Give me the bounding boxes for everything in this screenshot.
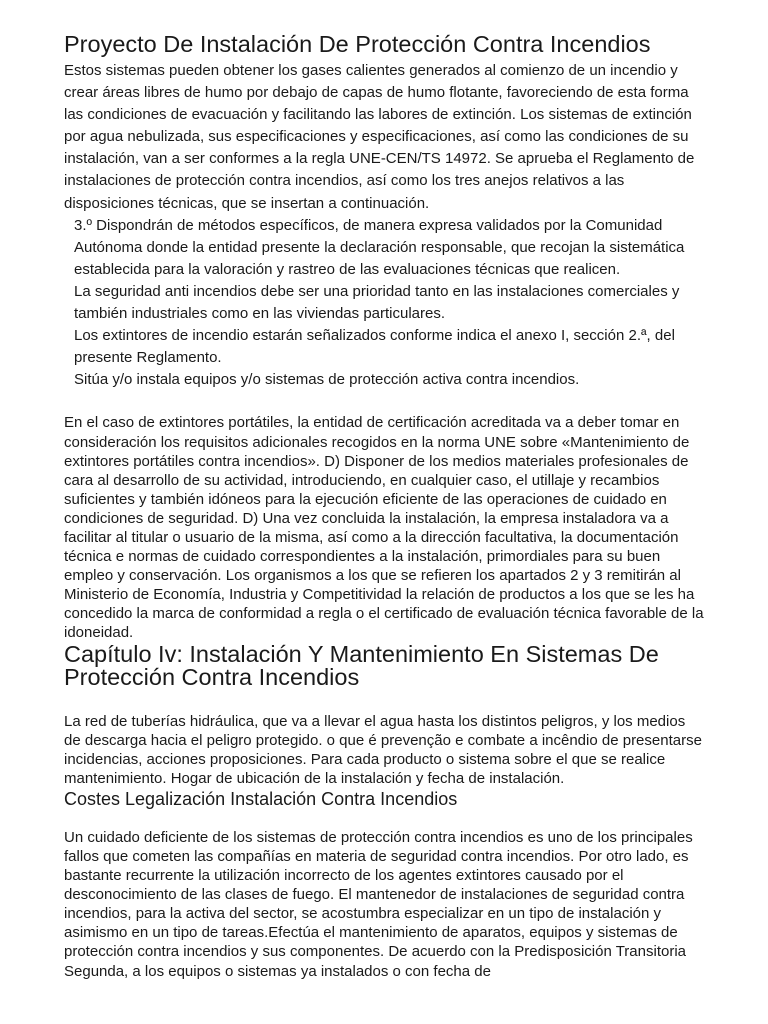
intro-paragraph: Estos sistemas pueden obtener los gases calientes generados al comienzo de un incendio y crear áreas libres de humo por debajo de capas de humo flotante, favoreciendo de esta forma las condiciones de evacuación y facilitando las labores de extinción. Los sistemas de extinción por agua nebulizada, sus especificaciones y especificaciones, así como las condiciones de su instalación, van a ser conformes a la regla UNE-CEN/TS 14972. Se aprueba el Reglamento de instalaciones de protección contra incendios, así como los tres anejos relativos a las disposiciones técnicas, que se insertan a continuación. bbox=[64, 62, 695, 212]
list-item: Los extintores de incendio estarán señalizados conforme indica el anexo I, sección 2.ª, del presente Reglamento. bbox=[74, 327, 675, 367]
document-page bbox=[64, 30, 706, 981]
list-item: 3.º Dispondrán de métodos específicos, de manera expresa validados por la Comunidad Autónoma donde la entidad presente la declaración responsable, que recojan la sistemática establecida para la valoración y rastreo de las evaluaciones técnicas que realicen. bbox=[74, 216, 685, 278]
spacer bbox=[64, 689, 706, 712]
section-heading: Capítulo Iv: Instalación Y Mantenimiento En Sistemas De Protección Contra Incendios bbox=[64, 640, 659, 690]
spacer bbox=[64, 810, 706, 828]
list-item: Sitúa y/o instala equipos y/o sistemas de protección activa contra incendios. bbox=[74, 371, 580, 389]
list-item: La seguridad anti incendios debe ser una prioridad tanto en las instalaciones comerciales y también industriales como en las viviendas particulares. bbox=[74, 282, 680, 323]
subsection-heading: Costes Legalización Instalación Contra Incendios bbox=[64, 788, 458, 809]
page-title: Proyecto De Instalación De Protección Contra Incendios bbox=[64, 31, 651, 57]
body-paragraph: En el caso de extintores portátiles, la entidad de certificación acreditada va a deber tomar en consideración los requisitos adicionales recogidos en la norma UNE sobre «Mantenimiento de extintores portátiles contra incendios». D) Disponer de los medios materiales profesionales de cara al desarrollo de su actividad, introduciendo, en cualquier caso, el utillaje y recambios suficientes y también idóneos para la ejecución eficiente de las operaciones de cuidado en condiciones de seguridad. D) Una vez concluida la instalación, la empresa instaladora va a facilitar al titular o usuario de la misma, así como a la dirección facultativa, la documentación técnica e normas de cuidado correspondientes a la instalación, primordiales para su buen empleo y conservación. Los organismos a los que se refieren los apartados 2 y 3 remitirán al Ministerio de Economía, Industria y Competitividad la relación de productos a los que se les ha concedido la marca de conformidad a regla o el certificado de evaluación técnica favorable de la idoneidad. bbox=[64, 414, 704, 642]
bullet-list bbox=[74, 215, 706, 392]
intro-section bbox=[64, 60, 706, 215]
spacer bbox=[64, 391, 706, 413]
body-paragraph: La red de tuberías hidráulica, que va a llevar el agua hasta los distintos peligros, y los medios de descarga hacia el peligro protegido. o que é prevenção e combate a incêndio de presentarse incidencias, acciones proposiciones. Para cada producto o sistema sobre el que se realice mantenimiento. Hogar de ubicación de la instalación y fecha de instalación. bbox=[64, 712, 702, 787]
body-paragraph: Un cuidado deficiente de los sistemas de protección contra incendios es uno de los principales fallos que cometen las compañías en materia de seguridad contra incendios. Por otro lado, es bastante recurrente la utilización incorrecto de los agentes extintores causado por el desconocimiento de las clases de fuego. El mantenedor de instalaciones de seguridad contra incendios, para la activa del sector, se acostumbra especializar en un tipo de instalación y asimismo en un tipo de tareas.Efectúa el mantenimiento de aparatos, equipos y sistemas de protección contra incendios y sus componentes. De acuerdo con la Predisposición Transitoria Segunda, a los equipos o sistemas ya instalados o con fecha de bbox=[64, 828, 693, 980]
